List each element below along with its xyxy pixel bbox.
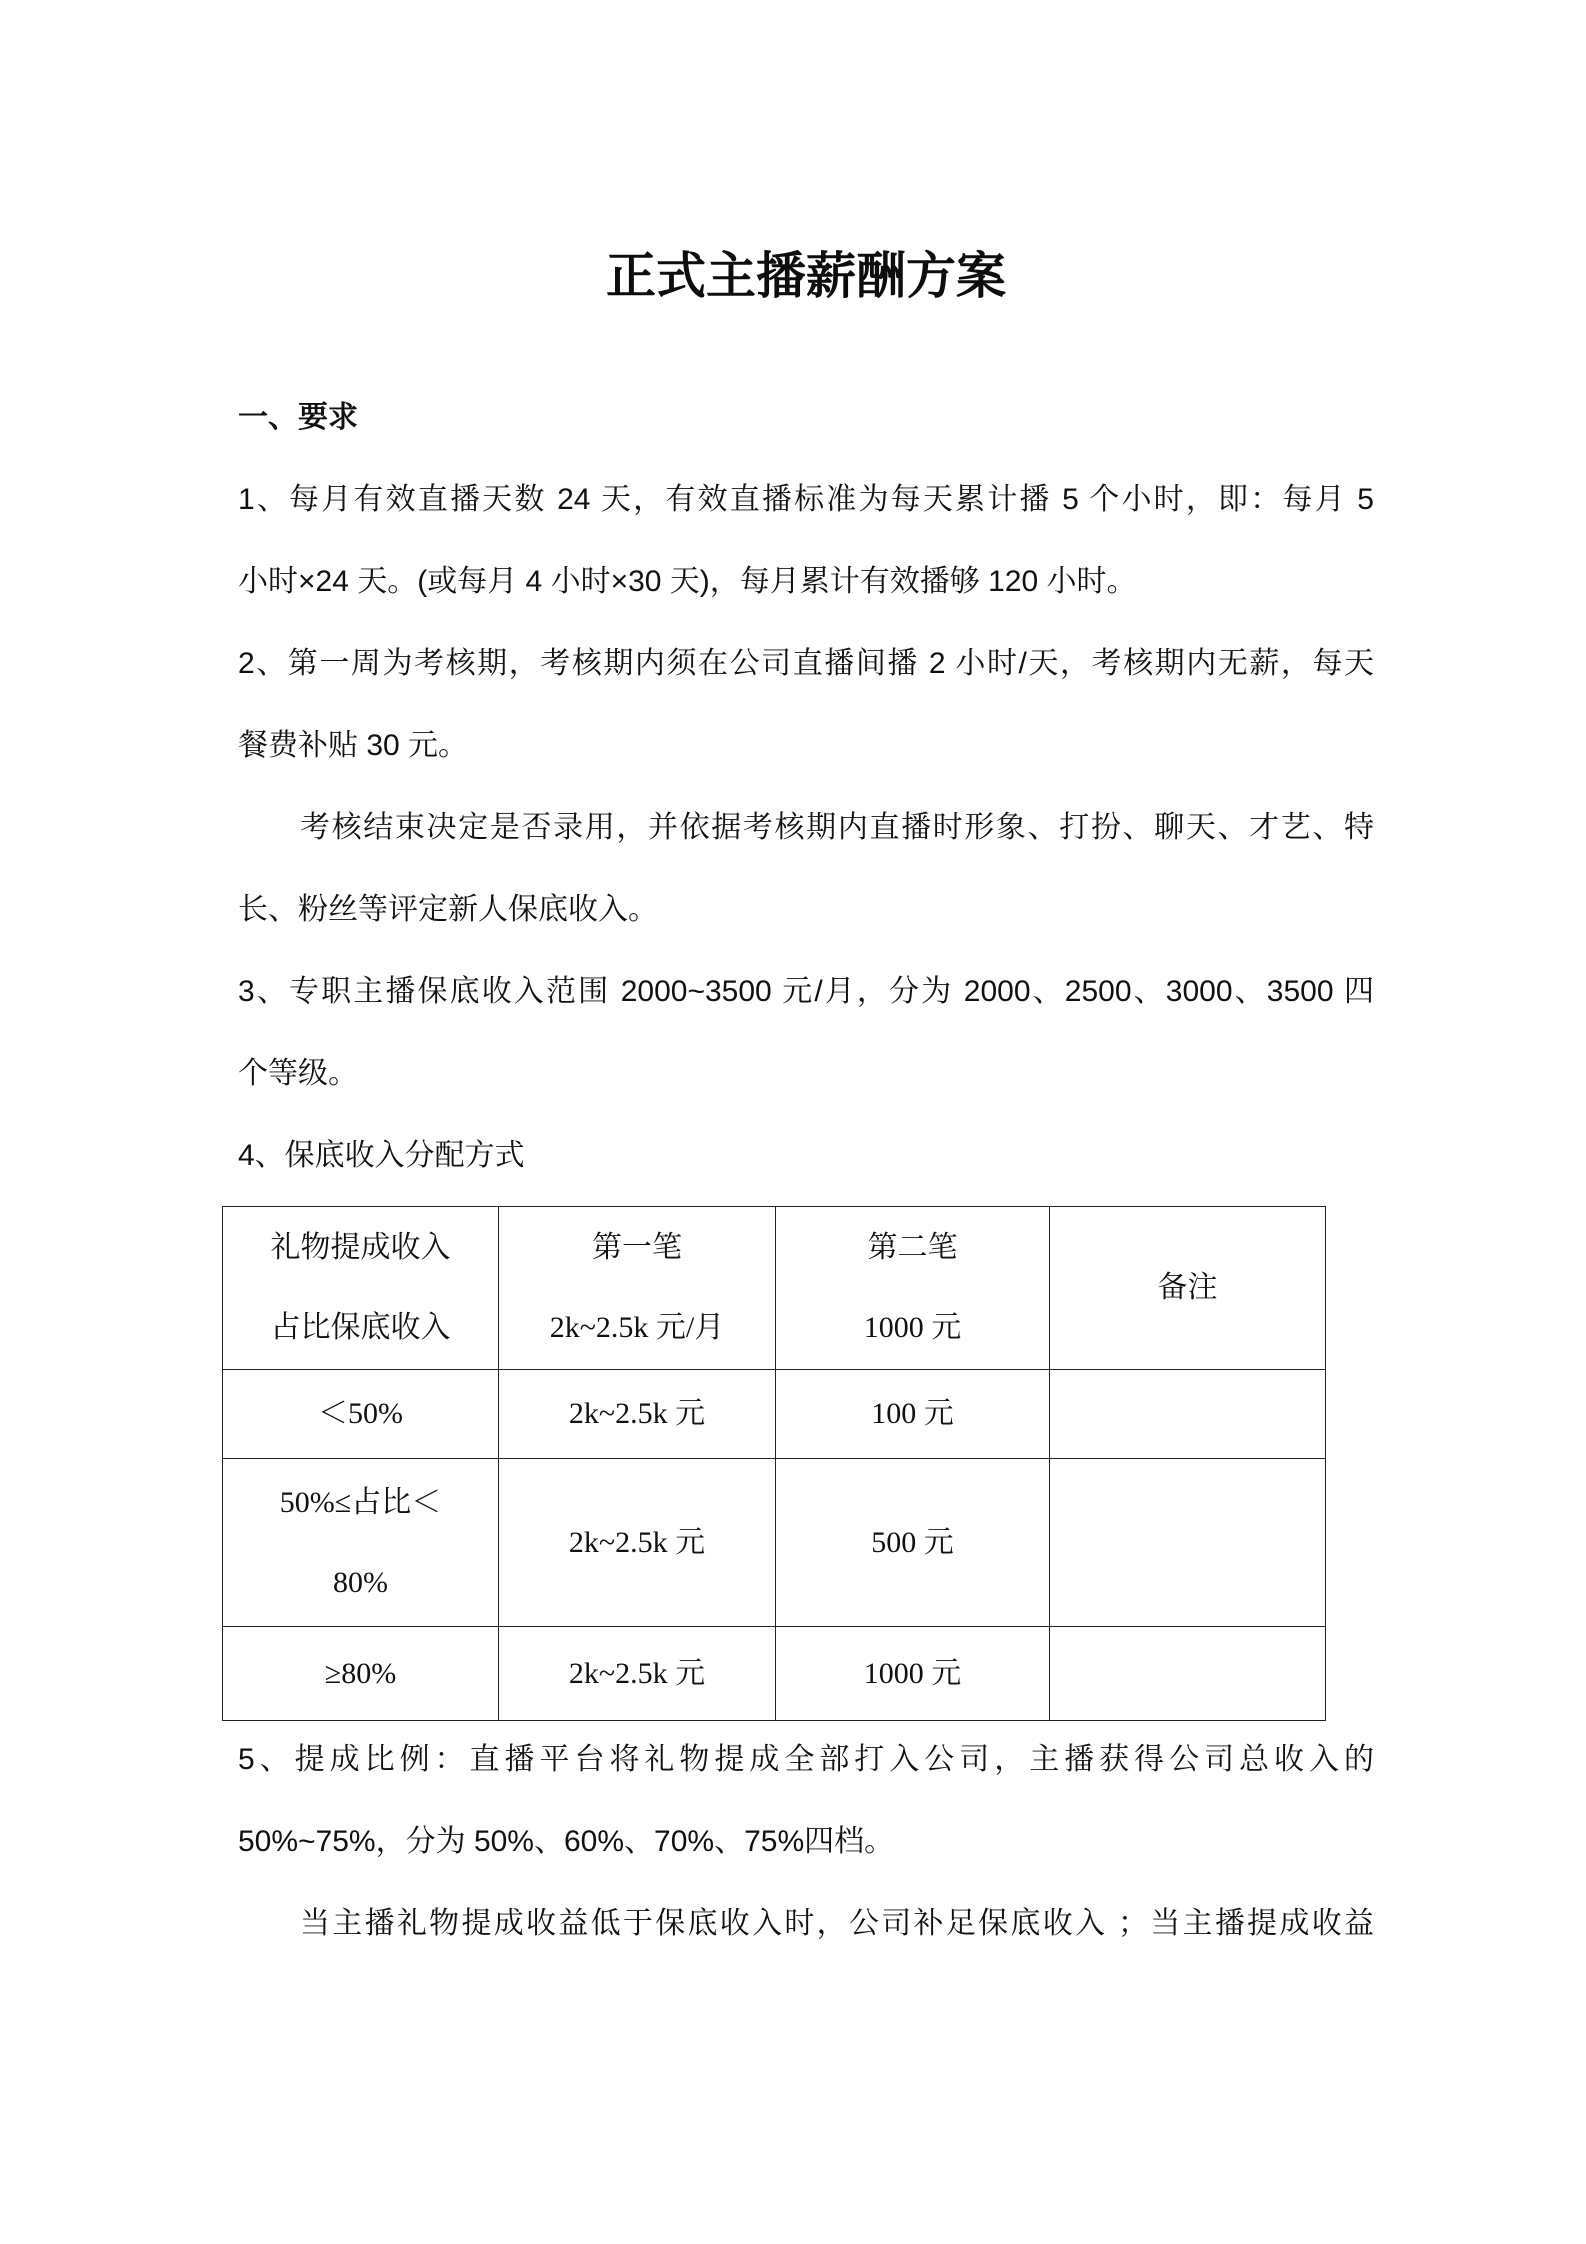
header-cell-second-payment <box>776 1207 1050 1370</box>
item1-line1: 1、每月有效直播天数 24 天，有效直播标准为每天累计播 5 个小时，即：每月 5 <box>238 483 1374 516</box>
first-payment-cell-text: 2k~2.5k 元 <box>568 1656 706 1690</box>
second-payment-cell <box>776 1370 1050 1459</box>
remark-cell <box>1050 1459 1326 1627</box>
item2-line2: 餐费补贴 30 元。 <box>238 729 469 762</box>
ratio-cell <box>223 1627 499 1721</box>
document-body <box>238 377 1374 1965</box>
ratio-cell-line2: 80% <box>333 1565 388 1599</box>
header-cell-remark <box>1050 1207 1326 1370</box>
remark-cell <box>1050 1370 1326 1459</box>
second-payment-cell <box>776 1459 1050 1627</box>
item4-heading: 4、保底收入分配方式 <box>238 1139 525 1172</box>
ratio-cell <box>223 1459 499 1627</box>
allocation-table <box>222 1206 1326 1721</box>
item5-line1: 5、提成比例：直播平台将礼物提成全部打入公司，主播获得公司总收入的 <box>238 1743 1374 1776</box>
table-row <box>223 1370 1326 1459</box>
item3-line1: 3、专职主播保底收入范围 2000~3500 元/月，分为 2000、2500、3000、3500 四 <box>238 975 1374 1008</box>
header-cell-ratio-line2: 占比保底收入 <box>270 1311 451 1344</box>
first-payment-cell <box>499 1370 776 1459</box>
item2-note-line2: 长、粉丝等评定新人保底收入。 <box>238 893 658 926</box>
first-payment-cell <box>499 1627 776 1721</box>
second-payment-cell <box>776 1627 1050 1721</box>
table-header-row <box>223 1207 1326 1370</box>
ratio-cell-text: ≥80% <box>324 1656 397 1690</box>
second-payment-cell-text: 100 元 <box>871 1397 954 1430</box>
ratio-cell-line1: 50%≤占比＜ <box>279 1485 442 1519</box>
ratio-cell <box>223 1370 499 1459</box>
item3-line2: 个等级。 <box>238 1057 358 1090</box>
header-cell-first-payment-line1: 第一笔 <box>592 1231 682 1264</box>
header-cell-ratio <box>223 1207 499 1370</box>
first-payment-cell <box>499 1459 776 1627</box>
first-payment-cell-text: 2k~2.5k 元 <box>568 1397 706 1430</box>
first-payment-cell-text: 2k~2.5k 元 <box>568 1525 706 1559</box>
item5-line2: 50%~75%，分为 50%、60%、70%、75%四档。 <box>238 1825 895 1858</box>
header-cell-second-payment-line2: 1000 元 <box>863 1311 962 1344</box>
header-cell-remark-label: 备注 <box>1157 1271 1218 1304</box>
table-row <box>223 1459 1326 1627</box>
item5-note-line1: 当主播礼物提成收益低于保底收入时，公司补足保底收入 ；当主播提成收益 <box>300 1907 1374 1940</box>
second-payment-cell-text: 500 元 <box>871 1525 954 1559</box>
remark-cell <box>1050 1627 1326 1721</box>
second-payment-cell-text: 1000 元 <box>863 1656 962 1690</box>
document-title: 正式主播薪酬方案 <box>606 248 1006 304</box>
header-cell-second-payment-line1: 第二笔 <box>867 1231 958 1264</box>
header-cell-ratio-line1: 礼物提成收入 <box>270 1231 451 1264</box>
item2-note-line1: 考核结束决定是否录用，并依据考核期内直播时形象、打扮、聊天、才艺、特 <box>300 811 1374 844</box>
table-row <box>223 1627 1326 1721</box>
item1-line2: 小时×24 天。(或每月 4 小时×30 天)，每月累计有效播够 120 小时。 <box>238 565 1137 598</box>
item2-line1: 2、第一周为考核期，考核期内须在公司直播间播 2 小时/天，考核期内无薪，每天 <box>238 647 1374 680</box>
ratio-cell-text: ＜50% <box>318 1397 403 1430</box>
header-cell-first-payment <box>499 1207 776 1370</box>
section-heading-requirements: 一、要求 <box>238 401 358 434</box>
header-cell-first-payment-line2: 2k~2.5k 元/月 <box>549 1311 725 1344</box>
